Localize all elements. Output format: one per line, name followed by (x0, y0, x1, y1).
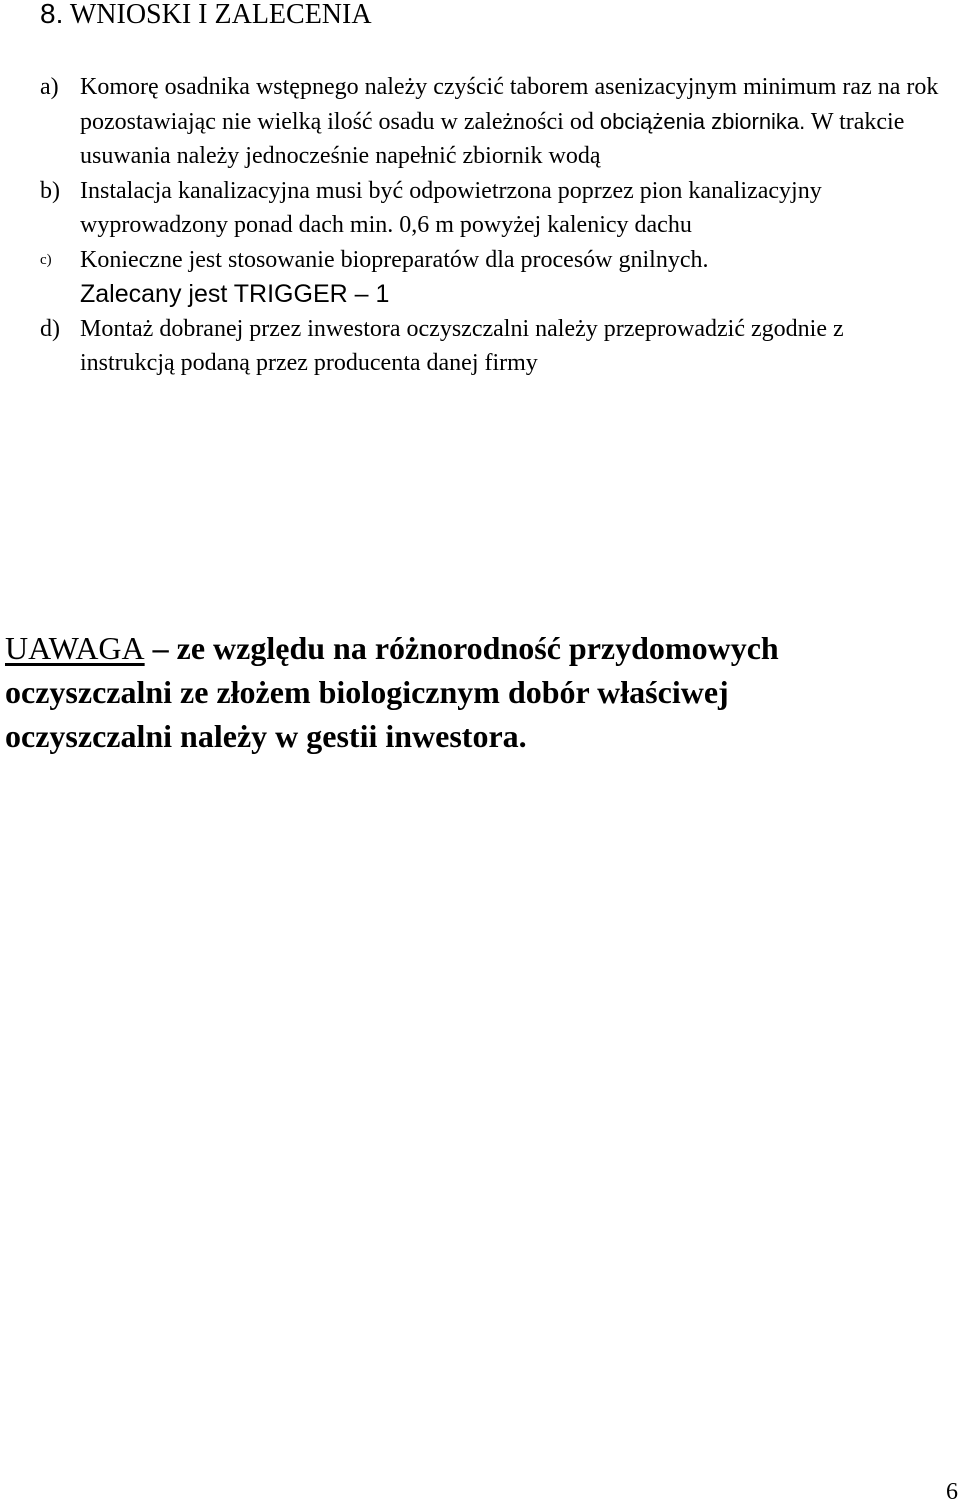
list-item-b (40, 174, 940, 243)
notice-line-2: oczyszczalni ze złożem biologicznym dobór właściwej (5, 674, 729, 710)
notice-block (5, 626, 955, 758)
notice-label: UAWAGA (5, 630, 145, 666)
notice-text-1: – ze względu na różnorodność przydomowych (144, 630, 779, 666)
section-heading (40, 0, 372, 35)
list-marker: d) (40, 315, 60, 342)
item-text: Montaż dobranej przez inwestora oczyszczalni należy przeprowadzić zgodnie z instrukcją podaną przez producenta danej firmy (80, 315, 844, 376)
item-text-sans: obciążenia zbiornika. (599, 108, 806, 134)
list-marker: b) (40, 177, 60, 204)
recommendations-list (40, 70, 940, 381)
item-text: Instalacja kanalizacyjna musi być odpowietrzona poprzez pion kanalizacyjny wyprowadzony ponad dach min. 0,6 m powyżej kalenicy dachu (80, 177, 822, 238)
list-item-a (40, 70, 940, 174)
item-text: Konieczne jest stosowanie biopreparatów dla procesów gnilnych. (80, 246, 709, 273)
section-title: WNIOSKI I ZALECENIA (69, 0, 372, 30)
item-text: Komorę osadnika wstępnego należy czyścić taborem asenizacyjnym minimum raz na rok pozostawiając nie wielką ilość osadu w zależności od (80, 74, 939, 135)
list-marker: c) (40, 251, 52, 268)
list-marker: a) (40, 74, 59, 100)
notice-line-1 (5, 626, 955, 670)
page-number: 6 (946, 1479, 958, 1505)
notice-line-3: oczyszczalni należy w gestii inwestora. (5, 718, 527, 754)
item-text-cont: W trakcie usuwania należy jednocześnie napełnić zbiornik wodą (80, 108, 905, 169)
section-number: 8. (40, 0, 64, 29)
trigger-recommendation: Zalecany jest TRIGGER – 1 (80, 280, 390, 308)
list-item-d (40, 312, 940, 381)
list-item-c (40, 243, 940, 312)
